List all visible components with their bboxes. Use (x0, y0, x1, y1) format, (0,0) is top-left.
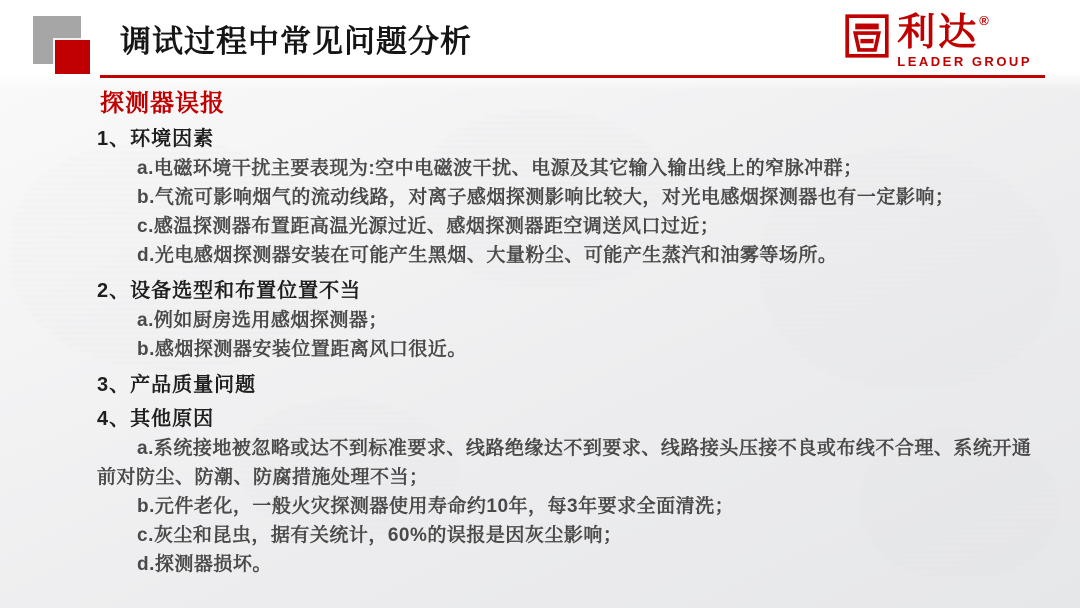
section-title: 1、环境因素 (97, 128, 215, 150)
section (97, 373, 1048, 398)
section-item: a.例如厨房选用感烟探测器； (137, 310, 388, 331)
section-item: b.感烟探测器安装位置距离风口很近。 (137, 339, 467, 360)
title-underline (100, 75, 1045, 78)
section-item: d.探测器损坏。 (137, 554, 272, 575)
logo-brand-name: 利达 (897, 12, 980, 54)
slide-header (0, 0, 1080, 90)
logo-text (897, 13, 1032, 69)
section-item: b.气流可影响烟气的流动线路，对离子感烟探测影响比较大，对光电感烟探测器也有一定影响； (137, 187, 955, 208)
section-title: 4、其他原因 (97, 408, 215, 430)
page-title: 调试过程中常见问题分析 (120, 24, 472, 59)
logo-subtitle: LEADER GROUP (897, 54, 1032, 69)
section-item: c.灰尘和昆虫，据有关统计，60%的误报是因灰尘影响； (137, 525, 623, 546)
section (97, 127, 1048, 270)
section-item: a.系统接地被忽略或达不到标准要求、线路绝缘达不到要求、线路接头压接不良或布线不合理、系统开通前对防尘、防潮、防腐措施处理不当； (97, 438, 1032, 488)
slide-content (97, 90, 1048, 579)
section-item: c.感温探测器布置距高温光源过近、感烟探测器距空调送风口过近； (137, 216, 720, 237)
red-square-decoration (55, 40, 90, 74)
leader-group-logo (845, 13, 1032, 69)
section-item: d.光电感烟探测器安装在可能产生黑烟、大量粉尘、可能产生蒸汽和油雾等场所。 (137, 245, 838, 266)
section-item: a.电磁环境干扰主要表现为:空中电磁波干扰、电源及其它输入输出线上的窄脉冲群； (137, 158, 863, 179)
section-title: 2、设备选型和布置位置不当 (97, 280, 362, 302)
leader-logo-icon (845, 13, 889, 59)
section-title: 3、产品质量问题 (97, 374, 257, 396)
topic-heading: 探测器误报 (100, 90, 225, 117)
section (97, 279, 1048, 364)
section-item: b.元件老化，一般火灾探测器使用寿命约10年，每3年要求全面清洗； (137, 496, 735, 517)
sections-list (97, 127, 1048, 579)
section (97, 407, 1048, 579)
registered-trademark-symbol: ® (979, 13, 989, 28)
